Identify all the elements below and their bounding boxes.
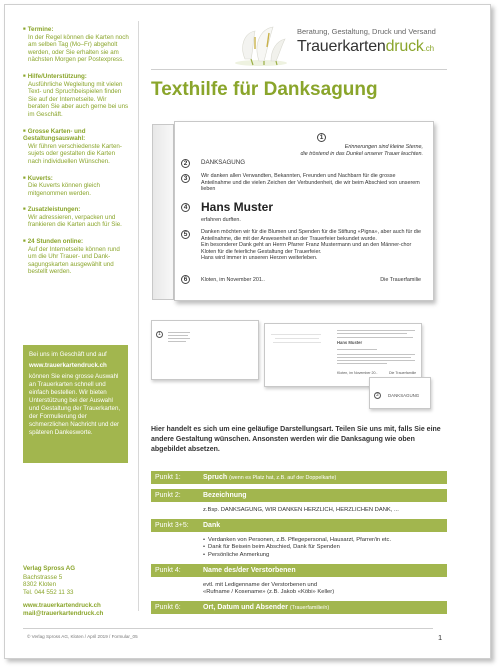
info-item bbox=[23, 127, 129, 166]
promo-text: können Sie eine grosse Auswahl an Trauerkarten schnell und einfach bestellen. Wir bieten Unterstützung bei der Auswahl und Gestaltung der Trauerkarten, der Formulierung der schmerzlichen Nachricht und der späteren Dankesworte. bbox=[29, 373, 121, 436]
sidebar-divider bbox=[138, 21, 139, 611]
mini-label: DANKSAGUNG bbox=[388, 393, 420, 398]
footer-copyright: © Verlag Spross AG, Kloten / April 2019 / Formular_05 bbox=[27, 634, 138, 639]
info-body: Die Kuverts können gleich mitgenommen werden. bbox=[28, 182, 100, 197]
mini-marker-1: 1 bbox=[156, 331, 163, 338]
footer-divider bbox=[23, 628, 433, 629]
info-title: ■ Zusatzleistungen: bbox=[23, 205, 129, 214]
brand-logo-text bbox=[297, 38, 434, 56]
marker-5: 5 bbox=[181, 230, 190, 239]
mini-place-date: Kloten, im November 20.. bbox=[337, 371, 378, 375]
row-key: Punkt 4: bbox=[155, 566, 181, 574]
marker-3: 3 bbox=[181, 174, 190, 183]
promo-box bbox=[23, 345, 128, 463]
marker-2: 2 bbox=[181, 159, 190, 168]
bullet-item: • Verdanken von Personen, z.B. Pflegepersonal, Hausarzt, Pfarrer/in etc. bbox=[203, 537, 447, 544]
info-item bbox=[23, 174, 129, 198]
row-title-text: Ort, Datum und Absender bbox=[203, 604, 288, 612]
mini-name: Hans Muster bbox=[337, 340, 363, 345]
row-subtitle: (Trauerfamilie/n) bbox=[289, 605, 330, 612]
info-item bbox=[23, 237, 129, 276]
card-verse-line: die tröstend in das Dunkel unserer Trauer leuchten. bbox=[300, 150, 423, 157]
publisher-name: Verlag Spross AG bbox=[23, 565, 76, 572]
table-row-header bbox=[151, 564, 447, 577]
mini-card-back bbox=[369, 377, 431, 409]
row-body bbox=[151, 532, 447, 564]
mini-family: Die Trauerfamilie bbox=[389, 371, 417, 375]
info-title: ■ 24 Stunden online: bbox=[23, 237, 129, 246]
row-title-text: Spruch bbox=[203, 474, 228, 481]
info-body: Ausführliche Wegleitung mit vielen Text- und Spruchbeispielen finden Sie auf der Internetseite. Wir beraten Sie aber auch gerne bei uns im Geschäft. bbox=[28, 80, 129, 118]
info-item bbox=[23, 25, 129, 64]
brand-part: .ch bbox=[423, 44, 434, 53]
page-title: Texthilfe für Danksagung bbox=[151, 79, 378, 100]
example-card bbox=[174, 121, 434, 301]
brand-tagline: Beratung, Gestaltung, Druck und Versand bbox=[297, 27, 436, 36]
card-heading: DANKSAGUNG bbox=[201, 159, 246, 166]
info-item bbox=[23, 72, 129, 119]
promo-website-link[interactable]: www.trauerkartendruck.ch bbox=[29, 362, 107, 369]
row-title-text: Name des/der Verstorbenen bbox=[203, 566, 296, 574]
info-body: In der Regel können die Karten noch am selben Tag (Mo–Fr) abgeholt werden, oder Sie erhalten sie am nächsten Morgen per Postexpress. bbox=[28, 33, 129, 64]
row-title bbox=[203, 601, 329, 614]
document-page bbox=[4, 4, 491, 659]
row-title bbox=[203, 471, 336, 484]
card-paragraph-line: Ein besonderer Dank geht an Herrn Pfarrer Franz Mustermann und an den Männer-chor Kloten für die feierliche Gestaltung der Trauerfeier. bbox=[201, 242, 412, 255]
calla-lily-logo-icon bbox=[231, 23, 291, 67]
card-paragraph-line: Hans wird immer in unseren Herzen weiterleben. bbox=[201, 255, 318, 262]
table-row-header bbox=[151, 489, 447, 502]
row-body: z.Bsp. DANKSAGUNG, WIR DANKEN HERZLICH, HERZLICHEN DANK, ... bbox=[203, 507, 399, 513]
publisher-website-link[interactable]: www.trauerkartendruck.ch bbox=[23, 602, 101, 610]
row-key: Punkt 6: bbox=[155, 604, 181, 612]
card-thanks-text: Wir danken allen Verwandten, Bekannten, Freunden und Nachbarn für die grosse Anteilnahme und die vielen Zeichen der Verbundenheit, die wir beim Abschied von unserem lieben bbox=[201, 173, 420, 193]
page-number: 1 bbox=[438, 633, 443, 642]
card-verse bbox=[301, 144, 423, 157]
row-title-text: Bezeichnung bbox=[203, 492, 247, 499]
mini-marker-2: 2 bbox=[374, 392, 381, 399]
table-row-header bbox=[151, 519, 447, 532]
promo-line: Bei uns im Geschäft und auf bbox=[29, 351, 107, 358]
table-row-header bbox=[151, 601, 447, 614]
info-body: Wir führen verschiedenste Karten-sujets oder gestalten die Karten nach individuellen Wünschen. bbox=[28, 142, 122, 165]
row-subtitle: (wenn es Platz hat, z.B. auf der Doppelkarte) bbox=[229, 475, 337, 481]
info-title: ■ Hilfe/Unterstützung: bbox=[23, 72, 129, 81]
bullet-item: • Dank für Beisein beim Abschied, Dank für Spenden bbox=[203, 544, 447, 551]
info-body: Wir adressieren, verpacken und frankieren die Karten auch für Sie. bbox=[28, 213, 122, 229]
row-body bbox=[151, 577, 447, 601]
publisher-street: Bachstrasse 5 bbox=[23, 573, 63, 581]
bullet-item: • Persönliche Anmerkung bbox=[203, 552, 447, 559]
header-divider bbox=[151, 69, 447, 70]
card-family: Die Trauerfamilie bbox=[380, 277, 421, 283]
info-body: Auf der Internetseite können rund um die Uhr Trauer- und Dank-sagungskarten ausgewählt und bestellt werden. bbox=[28, 245, 120, 276]
info-item bbox=[23, 205, 129, 229]
publisher-email-link[interactable]: mail@trauerkartendruck.ch bbox=[23, 609, 104, 617]
card-paragraph-line: Danken möchten wir für die Blumen und Spenden für die Stiftung «Pigna», aber auch für die Anteilnahme, die mit der Anwesenheit an der Trauerfeier bekundet wurde. bbox=[201, 229, 421, 242]
publisher-address bbox=[23, 565, 133, 618]
brand-part: druck bbox=[385, 38, 424, 55]
publisher-city: 8302 Kloten bbox=[23, 581, 57, 589]
brand-part: Trauerkarten bbox=[297, 38, 386, 55]
marker-6: 6 bbox=[181, 275, 190, 284]
row-key: Punkt 3+5: bbox=[155, 522, 189, 530]
card-verse-line: Erinnerungen sind kleine Sterne, bbox=[344, 144, 423, 150]
marker-1: 1 bbox=[317, 133, 326, 142]
card-paragraph bbox=[201, 229, 425, 262]
info-title: ■ Termine: bbox=[23, 25, 129, 34]
intro-text: Hier handelt es sich um eine geläufige Darstellungsart. Teilen Sie uns mit, falls Sie eine andere Gestaltung wünschen. Ansonsten werden wir die Danksagung wie oben abgebildet absetzen. bbox=[151, 426, 441, 453]
sidebar-info bbox=[23, 25, 129, 284]
text-guide-table bbox=[151, 471, 447, 614]
row-body-line: «Rufname / Kosename» (z.B. Jakob «Köbi» Keller) bbox=[203, 589, 335, 596]
mini-card-front bbox=[151, 320, 259, 380]
publisher-phone: Tel. 044 552 11 33 bbox=[23, 588, 74, 596]
info-title: ■ Kuverts: bbox=[23, 174, 129, 183]
row-key: Punkt 1: bbox=[155, 474, 181, 481]
marker-4: 4 bbox=[181, 203, 190, 212]
card-deceased-name: Hans Muster bbox=[201, 200, 274, 214]
row-body-line: evtl. mit Ledigenname der Verstorbenen und bbox=[203, 581, 318, 588]
card-received-text: erfahren durften. bbox=[201, 217, 241, 223]
card-fold bbox=[152, 124, 174, 300]
info-title: ■ Grosse Karten- und Gestaltungsauswahl: bbox=[23, 127, 129, 143]
table-row-header bbox=[151, 471, 447, 484]
card-place-date: Kloten, im November 201.. bbox=[201, 277, 265, 283]
row-title-text: Dank bbox=[203, 522, 221, 530]
row-key: Punkt 2: bbox=[155, 492, 181, 499]
